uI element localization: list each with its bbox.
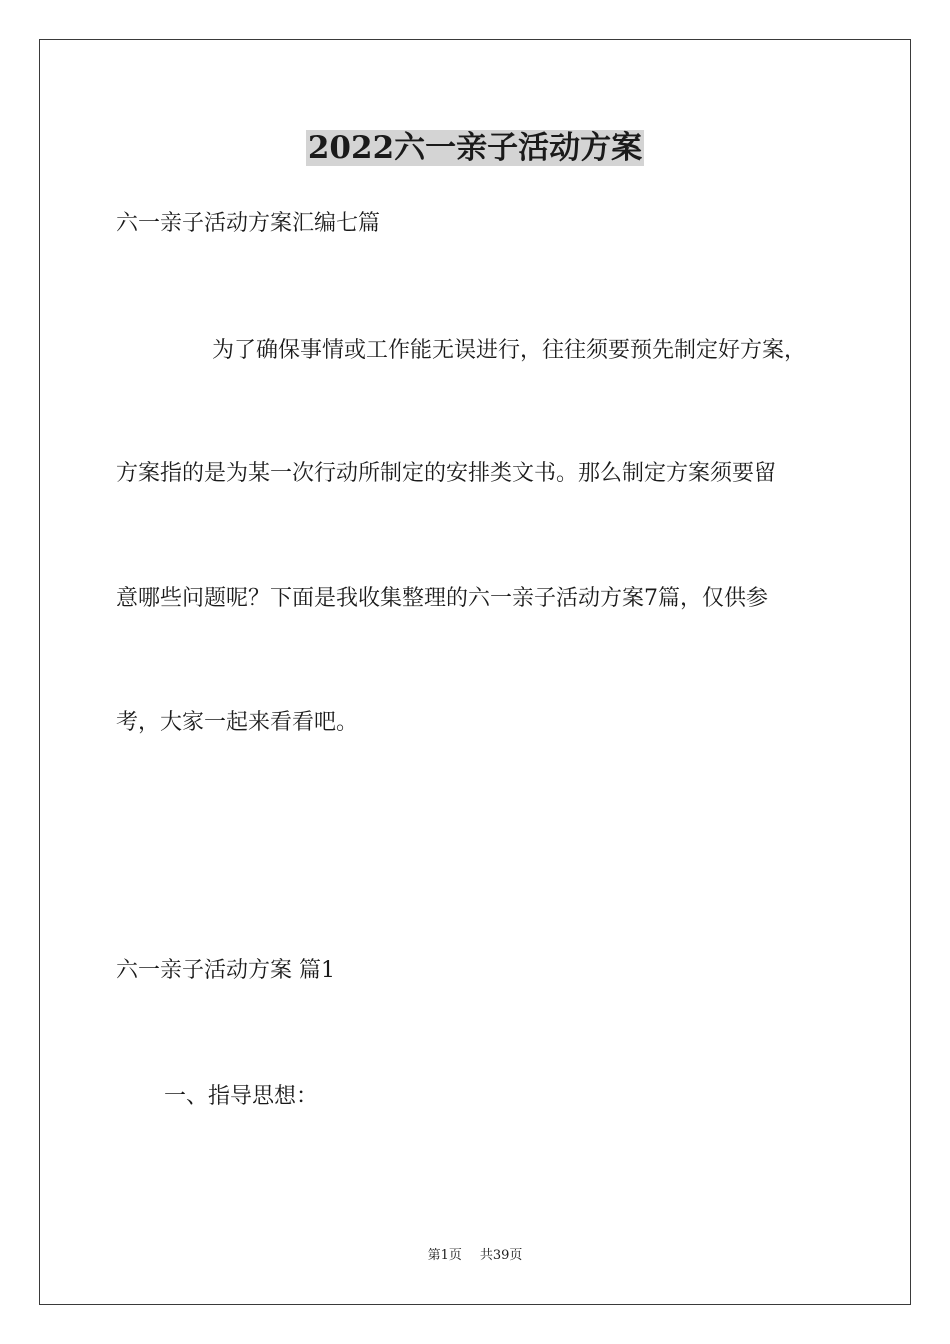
document-title-text: 2022六一亲子活动方案 <box>307 130 643 166</box>
sub-heading: 一、指导思想： <box>164 1084 319 1109</box>
section-heading: 六一亲子活动方案 篇1 <box>116 958 335 983</box>
page-footer <box>0 1247 950 1265</box>
page-number: 第1页 <box>427 1248 462 1263</box>
intro-paragraph-line-1: 为了确保事情或工作能无误进行，往往须要预先制定好方案， <box>212 338 807 363</box>
intro-paragraph-line-3: 意哪些问题呢？下面是我收集整理的六一亲子活动方案7篇，仅供参 <box>116 586 768 611</box>
document-title <box>0 128 950 168</box>
document-subtitle: 六一亲子活动方案汇编七篇 <box>116 211 381 236</box>
intro-paragraph-line-2: 方案指的是为某一次行动所制定的安排类文书。那么制定方案须要留 <box>116 461 777 486</box>
page-total: 共39页 <box>479 1248 523 1263</box>
intro-paragraph-line-4: 考，大家一起来看看吧。 <box>116 710 359 735</box>
